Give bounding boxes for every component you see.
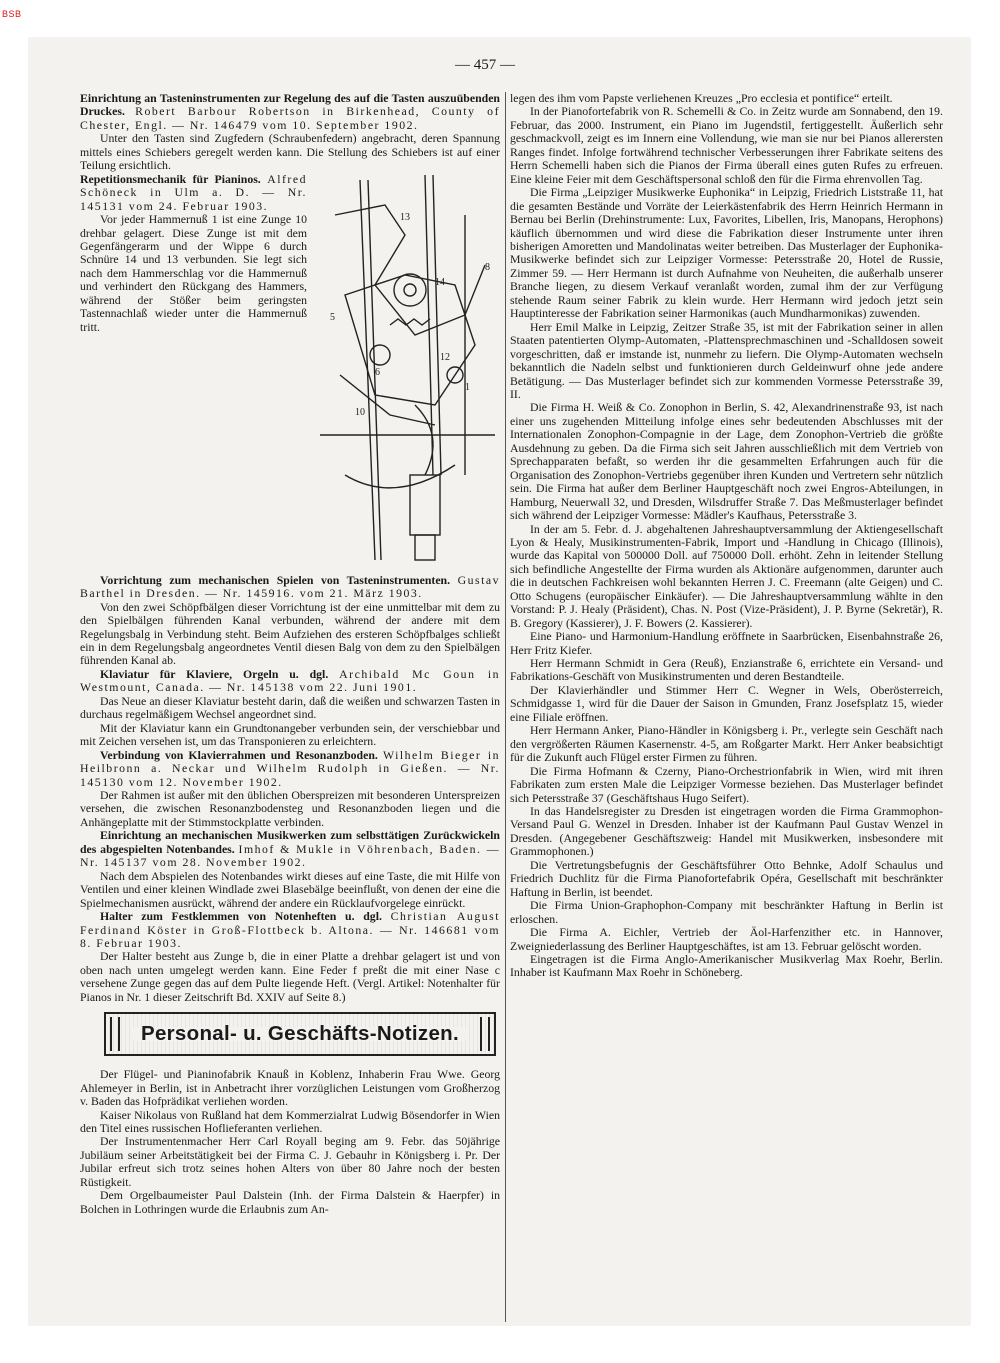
notice: Die Vertretungsbefugnis der Geschäftsführer Otto Behnke, Adolf Schaulus und Friedrich Duchlitz für die Firma Pianofortefabrik Opéra, Gesellschaft mit beschränkter Haftung in Berlin, ist beendet. — [510, 857, 943, 899]
article-heading: Repetitionsmechanik für Pianinos. — [80, 171, 261, 186]
notice: Die Firma A. Eichler, Vertrieb der Äol-Harfenzither etc. in Hannover, Zweigniederlassung des Berliner Hauptgeschäftes, ist am 13. Februar gelöscht worden. — [510, 925, 943, 953]
article-body: Der Halter besteht aus Zunge b, die in einer Platte a drehbar gelagert ist und von oben nach unten umgelegt werden kann. Eine Feder f preßt die mit einer Nase c versehene Zunge gegen das auf dem Pulte liegende Heft. (Vergl. Artikel: Notenhalter für Pianos in Nr. 1 dieser Zeitschrift Bd. XXIV auf Seite 8.) — [80, 949, 500, 1004]
notice: In das Handelsregister zu Dresden ist eingetragen worden die Firma Grammophon-Versand Paul G. Wenzel in Dresden. Inhaber ist der Kaufmann Paul Gustav Wenzel in Dresden. (Angegebener Geschäftszweig: Handel mit Musikwerken, insbesondere mit Grammophonen.) — [510, 804, 943, 859]
article-meta: Alfred Schöneck in Ulm a. D. — Nr. 145131 vom 24. Februar 1903. — [80, 171, 307, 213]
left-column — [80, 92, 500, 1216]
notice: Kaiser Nikolaus von Rußland hat dem Kommerzialrat Ludwig Bösendorfer in Wien den Titel eines russischen Hoflieferanten verliehen. — [80, 1107, 500, 1136]
article-heading: Verbindung von Klavierrahmen und Resonanzboden. — [100, 747, 378, 762]
mechanism-illustration — [315, 175, 500, 570]
svg-text:6: 6 — [375, 366, 380, 378]
notice: Dem Orgelbaumeister Paul Dalstein (Inh. der Firma Dalstein & Haerpfer) in Bolchen in Lothringen wurde die Erlaubnis zum An- — [80, 1188, 500, 1216]
notice: Herr Hermann Schmidt in Gera (Reuß), Enzianstraße 6, errichtete ein Versand- und Fabrikations-Geschäft von Musikinstrumenten und deren Bestandteile. — [510, 656, 943, 684]
notice: legen des ihm vom Papste verliehenen Kreuzes „Pro ecclesia et pontifice“ erteilt. — [510, 91, 893, 105]
repetition-mechanism-drawing — [315, 175, 500, 570]
article-meta: Archibald Mc Goun in Westmount, Canada. — Nr. 145138 vom 22. Juni 1901. — [80, 666, 500, 695]
notice: Eine Piano- und Harmonium-Handlung eröffnete in Saarbrücken, Eisenbahnstraße 26, Herr Fritz Kiefer. — [510, 629, 943, 657]
svg-text:12: 12 — [440, 351, 450, 363]
article-body: Mit der Klaviatur kann ein Grundtonangeber verbunden sein, der verschiebbar und mit Zeichen versehen ist, um das Transponieren zu erleichtern. — [80, 720, 500, 749]
notice: Der Instrumentenmacher Herr Carl Royall beging am 9. Febr. das 50jährige Jubiläum seiner Arbeitstätigkeit bei der Firma C. J. Gebauhr in Königsberg i. Pr. Der Jubilar erfreut sich trotz seines hohen Alters von über 80 Jahre noch der besten Rüstigkeit. — [80, 1134, 500, 1189]
article-body: Unter den Tasten sind Zugfedern (Schraubenfedern) angebracht, deren Spannung mittels eines Schiebers geregelt werden kann. Die Stellung des Schiebers ist auf einer Teilung ersichtlich. — [80, 131, 500, 173]
svg-text:14: 14 — [435, 276, 445, 288]
article-body: Vor jeder Hammernuß 1 ist eine Zunge 10 drehbar gelagert. Diese Zunge ist mit dem Gegenfängerarm und der Wippe 6 durch Schnüre 14 und 13 verbunden. Sie legt sich nach dem Hammerschlag vor die Hammernuß und verhindert den Rückgang des Hammers, während der Stößer beim geringsten Tastennachlaß wieder unter die Hammernuß tritt. — [80, 212, 307, 334]
article-heading: Einrichtung an Tasteninstrumenten zur Regelung des auf die Tasten auszuübenden Druckes. — [80, 91, 500, 119]
section-banner-title: Personal- u. Geschäfts-Notizen. — [133, 1027, 467, 1040]
svg-text:8: 8 — [485, 261, 490, 273]
notice: Die Firma „Leipziger Musikwerke Euphonika“ in Leipzig, Friedrich Liststraße 11, hat die gesamten Bestände und Vorräte der Leierkästenfabrik des Herrn Heinrich Hermann in Bernau bei Berlin (Drehinstrumente: Lux, Favorites, Libellen, Iris, Manopans, Herophons) käuflich übernommen und wird diese die Fabrikation dieser Instrumente unter ihren bisherigen Amoretten und Mandolinatas weiter betreiben. Das Musterlager der Euphonika-Musikwerke befindet sich zur Leipziger Vormesse: Petersstraße 20, Hotel de Russie, Zimmer 59. — Herr Hermann ist durch Aufnahme von Neuheiten, die außerhalb unserer Branche liegen, zu diesem Verkauf veranlaßt worden, zumal ihm der zur Verfügung stehende Raum seiner Fabrik zu klein wurde. Herr Hermann wird jedoch jetzt sein Hauptinteresse der Fabrikation seiner Harmonikas (auch Mundharmonikas) zuwenden. — [510, 185, 943, 321]
notice: Die Firma Union-Graphophon-Company mit beschränkter Haftung in Berlin ist erloschen. — [510, 898, 943, 926]
section-banner — [104, 1012, 496, 1056]
article-body: Das Neue an dieser Klaviatur besteht darin, daß die weißen und schwarzen Tasten in durchaus regelmäßigem Wechsel angeordnet sind. — [80, 693, 500, 722]
right-column — [510, 92, 943, 980]
notice: In der am 5. Febr. d. J. abgehaltenen Jahreshauptversammlung der Aktiengesellschaft Lyon & Healy, Musikinstrumenten-Fabrik, Import und -Handlung in Chicago (Illinois), wurde das Kapital von 500000 Doll. auf 750000 Doll. erhöht. Zehn in leitender Stellung sich befindliche Angestellte der Firma wurden als Aktionäre aufgenommen, darunter auch die in deutschen Fachkreisen wohl bekannten Herren J. C. Freemann (alte Geigen) und C. Otto Schugens (europäischer Einkäufer). — Die Jahreshauptversammlung wählte in den Vorstand: P. J. Healy (Präsident), Chas. N. Post (Vize-Präsident), J. P. Byrne (Sekretär), R. B. Gregory (Kassierer), J. F. Bowers (2. Kassierer). — [510, 521, 943, 630]
notice: Herr Hermann Anker, Piano-Händler in Königsberg i. Pr., verlegte sein Geschäft nach den vergrößerten Räumen Kasernenstr. 4-5, am Roßgarter Markt. Herr Anker beabsichtigt für die Zukunft auch Flügel erster Firmen zu führen. — [510, 723, 943, 765]
article-body: Nach dem Abspielen des Notenbandes wirkt dieses auf eine Taste, die mit Hilfe von Ventilen und einer kleinen Windlade zwei Blasebälge beeinflußt, von denen der eine die Spielmechanismen ausrückt, während der andere ein Rücklaufvorgelege einrückt. — [80, 868, 500, 910]
svg-text:5: 5 — [330, 311, 335, 323]
notice: Herr Emil Malke in Leipzig, Zeitzer Straße 35, ist mit der Fabrikation seiner in allen Staaten patentierten Olymp-Automaten, -Plattensprechmaschinen und -Schalldosen soweit vorgeschritten, daß er imstande ist, nunmehr zu liefern. Die Olymp-Automaten wechseln bekanntlich die Nadeln selbst und funktionieren durch Geldeinwurf ohne jede andere Betätigung. — Das Musterlager befindet sich zur kommenden Vormesse Petersstraße 39, II. — [510, 319, 943, 401]
article-body: Von den zwei Schöpfbälgen dieser Vorrichtung ist der eine unmittelbar mit dem zu den Spielbälgen führenden Kanal verbunden, während der andere mit dem Regelungsbalg in Verbindung steht. Beim Aufziehen des ersteren Schöpfbalges schließt ein in dem Regelungsbalg angeordnetes Ventil diesen Balg von dem zu den Spielbälgen führenden Kanal ab. — [80, 599, 500, 668]
svg-text:1: 1 — [465, 381, 470, 393]
notice: Eingetragen ist die Firma Anglo-Amerikanischer Musikverlag Max Roehr, Berlin. Inhaber ist Kaufmann Max Roehr in Schöneberg. — [510, 952, 943, 980]
article-heading: Klaviatur für Klaviere, Orgeln u. dgl. — [100, 666, 329, 681]
article-meta: Imhof & Mukle in Vöhrenbach, Baden. — Nr. 145137 vom 28. November 1902. — [80, 841, 500, 870]
svg-text:13: 13 — [400, 211, 410, 223]
library-corner-label: BSB — [2, 9, 22, 19]
article-body: Der Rahmen ist außer mit den üblichen Oberspreizen mit besonderen Unterspreizen versehen, die zwischen Resonanzbodensteg und Resonanzboden liegen und die Anhängeplatte mit der Stimmstockplatte verbinden. — [80, 787, 500, 829]
notice: Die Firma H. Weiß & Co. Zonophon in Berlin, S. 42, Alexandrinenstraße 93, ist nach einer uns zugehenden Mitteilung infolge eines sehr bedeutenden Abschlusses mit der Internationalen Zonophon-Compagnie in der Lage, dem Zonophon-Vertrieb die größte Ausdehnung zu geben. Da die Firma sich seit Jahren ausschließlich mit dem Vertrieb von Sprechapparaten befaßt, so werden ihr die gesammelten Erfahrungen auch für die Organisation des Zonophon-Vertriebs gegenüber ihren Kunden und Vertretern sehr nützlich sein. Die Firma hat außer dem Berliner Hauptgeschäft noch zwei Engros-Abteilungen, in Hamburg, Neuerwall 32, und Dresden, Wilsdruffer Straße 7. Das Meßmusterlager befindet sich während der Leipziger Vormesse: Mädler's Kaufhaus, Petersstraße 3. — [510, 400, 943, 523]
notice: In der Pianofortefabrik von R. Schemelli & Co. in Zeitz wurde am Sonnabend, den 19. Februar, das 2000. Instrument, ein Piano im Jugendstil, fertiggestellt. Äußerlich sehr geschmackvoll, zeigt es im Innern eine Vollendung, wie man sie nur bei Pianos allerersten Ranges findet. Infolge fortwährend technischer Verbesserungen ihrer Fabrikate seitens des Herrn Schemelli haben sich die Pianos der Firma überall eines guten Rufes zu erfreuen. Eine kleine Feier mit dem Geschäftspersonal schloß den für die Firma ehrenvollen Tag. — [510, 104, 943, 186]
article-heading: Halter zum Festklemmen von Notenheften u. dgl. — [100, 909, 382, 924]
column-rule — [505, 92, 506, 1322]
article-heading: Einrichtung an mechanischen Musikwerken zum selbsttätigen Zurückwickeln des abgespielten Notenbandes. — [80, 828, 500, 856]
notice: Der Flügel- und Pianinofabrik Knauß in Koblenz, Inhaberin Frau Wwe. Georg Ahlemeyer in Berlin, ist in Anbetracht ihrer vorzüglichen Leistungen vom Großherzog v. Baden das Hofprädikat verliehen worden. — [80, 1067, 500, 1109]
page-number: — 457 — — [455, 57, 515, 73]
article-meta: Robert Barbour Robertson in Birkenhead, County of Chester, Engl. — Nr. 146479 vom 10. September 1902. — [80, 104, 500, 132]
article-meta: Gustav Barthel in Dresden. — Nr. 145916. vom 21. März 1903. — [80, 572, 500, 601]
article-meta: Christian August Ferdinand Köster in Groß-Flottbeck b. Altona. — Nr. 146681 vom 8. Februar 1903. — [80, 909, 500, 950]
notice: Der Klavierhändler und Stimmer Herr C. Wegner in Wels, Oberösterreich, Schmidgasse 1, wird für die Dauer der Saison in Gmunden, Franz Josefsplatz 15, wieder eine Filiale eröffnen. — [510, 682, 943, 724]
article-heading: Vorrichtung zum mechanischen Spielen von Tasteninstrumenten. — [100, 572, 451, 587]
notice: Die Firma Hofmann & Czerny, Piano-Orchestrionfabrik in Wien, wird mit ihren Fabrikaten zum ersten Male die Leipziger Vormesse beziehen. Das Musterlager befindet sich Petersstraße 37 (Geschäftshaus Hugo Seifert). — [510, 763, 943, 805]
svg-text:10: 10 — [355, 406, 365, 418]
article-meta: Wilhelm Bieger in Heilbronn a. Neckar und Wilhelm Rudolph in Gießen. — Nr. 145130 vom 12. November 1902. — [80, 747, 501, 789]
